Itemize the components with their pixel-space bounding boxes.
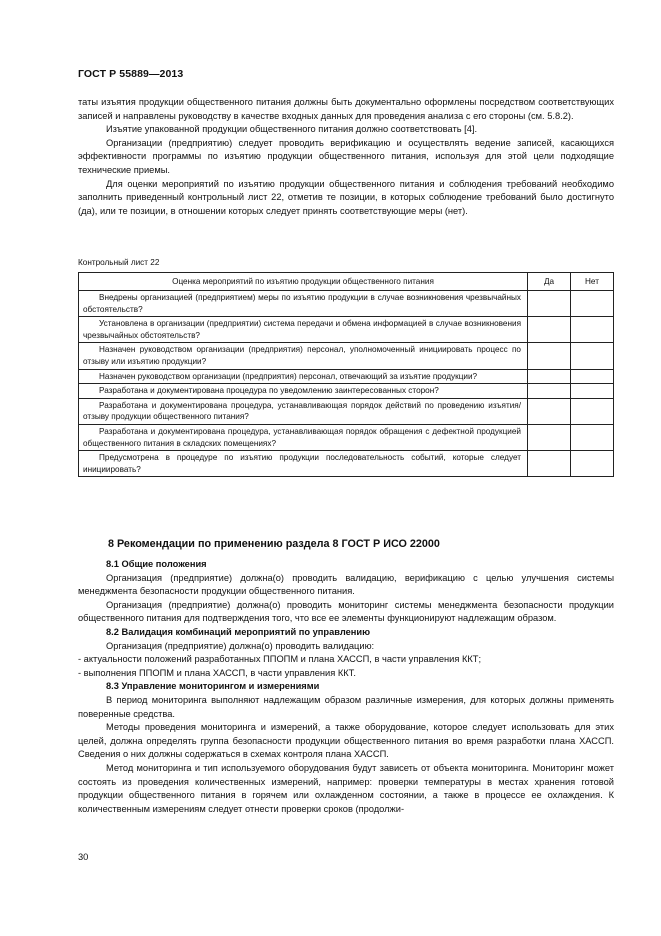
- section-8-1-title: 8.1 Общие положения: [106, 559, 207, 569]
- section-8-3-title: 8.3 Управление мониторингом и измерениями: [106, 681, 320, 692]
- checklist-question-text: Разработана и документирована процедура, устанавливающая порядок обращения с дефектной продукцией общественного питания в складских помещениях?: [83, 426, 521, 448]
- section-8-1-paragraph: Организация (предприятие) должна(о) проводить мониторинг системы менеджмента безопасности продукции общественного питания для подтверждения того, что все ее элементы функционируют надлежащим образом.: [78, 599, 614, 624]
- page-header: ГОСТ Р 55889—2013: [78, 68, 184, 80]
- checklist-question: [79, 424, 528, 450]
- checklist-row: [79, 384, 614, 399]
- checklist-question-text: Назначен руководством организации (предприятия) персонал, уполномоченный инициировать процесс по отзыву или изъятию продукции?: [83, 345, 521, 366]
- checklist-col-yes: Да: [528, 273, 571, 291]
- checklist-no-cell[interactable]: [571, 369, 614, 384]
- checklist-question: [79, 451, 528, 477]
- section-8-2-title: 8.2 Валидация комбинаций мероприятий по управлению: [106, 626, 371, 637]
- checklist-row: [79, 424, 614, 450]
- checklist-header-row: [79, 273, 614, 291]
- checklist-no-cell[interactable]: [571, 317, 614, 343]
- checklist-row: [79, 291, 614, 317]
- checklist-caption: Контрольный лист 22: [78, 258, 160, 267]
- checklist-question: [79, 398, 528, 424]
- checklist-question: [79, 343, 528, 369]
- checklist-row: [79, 317, 614, 343]
- checklist-row: [79, 343, 614, 369]
- intro-paragraph: Для оценки мероприятий по изъятию продукции общественного питания и соблюдения требований необходимо заполнить приведенный контрольный лист 22, отметив те позиции, в которых соблюдение требований было достигнуто (да), или те позиции, в отношении которых следует принять соответствующие меры (нет).: [78, 178, 614, 216]
- checklist-question-text: Предусмотрена в процедуре по изъятию продукции последовательность событий, которые следует инициировать?: [83, 453, 521, 474]
- checklist-col-no: Нет: [571, 273, 614, 291]
- intro-paragraph: таты изъятия продукции общественного питания должны быть документально оформлены посредством соответствующих записей и направлены руководству в качестве входных данных для проведения анализа с его стороны (см. 5.8.2).: [78, 97, 614, 121]
- checklist-question-text: Разработана и документирована процедура по уведомлению заинтересованных сторон?: [99, 386, 439, 396]
- checklist-yes-cell[interactable]: [528, 424, 571, 450]
- checklist-question-text: Назначен руководством организации (предприятия) персонал, отвечающий за изъятие продукции?: [99, 371, 478, 381]
- checklist-yes-cell[interactable]: [528, 451, 571, 477]
- checklist-no-cell[interactable]: [571, 291, 614, 317]
- checklist-yes-cell[interactable]: [528, 343, 571, 369]
- checklist-yes-cell[interactable]: [528, 384, 571, 399]
- section-8-3-paragraph: Методы проведения мониторинга и измерений, а также оборудование, которое следует использовать для этих целей, должна определять группа безопасности продукции общественного питания во время разработки плана ХАССП. Сведения о них должны содержаться в схемах контроля плана ХАССП.: [78, 722, 614, 760]
- checklist-question: [79, 317, 528, 343]
- checklist-no-cell[interactable]: [571, 343, 614, 369]
- intro-paragraph: Организации (предприятию) следует проводить верификацию и осуществлять ведение записей, касающихся эффективности программы по изъятию продукции общественного питания, используя для этой цели подходящие технические приемы.: [78, 137, 614, 175]
- checklist-question-text: Установлена в организации (предприятии) система передачи и обмена информацией в случае возникновения чрезвычайных обстоятельств?: [83, 319, 521, 340]
- intro-paragraph: Изъятие упакованной продукции общественного питания должно соответствовать [4].: [106, 124, 478, 135]
- checklist-no-cell[interactable]: [571, 384, 614, 399]
- page-number: 30: [78, 852, 89, 862]
- section-8-2-bullet: - выполнения ППОПМ и плана ХАССП, в части управления ККТ.: [78, 667, 356, 678]
- section-8-1-paragraph: Организация (предприятие) должна(о) проводить валидацию, верификацию с целью улучшения системы менеджмента безопасности продукции общественного питания.: [78, 572, 614, 597]
- checklist-table: [78, 272, 614, 477]
- checklist-no-cell[interactable]: [571, 398, 614, 424]
- checklist-question: [79, 384, 528, 399]
- checklist-col-main: Оценка мероприятий по изъятию продукции общественного питания: [79, 273, 528, 291]
- checklist-question-text: Внедрены организацией (предприятием) меры по изъятию продукции в случае возникновения чрезвычайных обстоятельств?: [83, 293, 521, 314]
- checklist-no-cell[interactable]: [571, 451, 614, 477]
- checklist-yes-cell[interactable]: [528, 317, 571, 343]
- section-8-3-paragraph: В период мониторинга выполняют надлежащим образом различные измерения, для которых должны применять поверенные средства.: [78, 694, 614, 719]
- checklist-yes-cell[interactable]: [528, 291, 571, 317]
- intro-text: [78, 96, 614, 218]
- checklist-row: [79, 451, 614, 477]
- checklist-question-text: Разработана и документирована процедура, устанавливающая порядок действий по проведению изъятия/отзыву продукции общественного питания?: [83, 400, 521, 422]
- section-8-3-paragraph: Метод мониторинга и тип используемого оборудования будут зависеть от объекта мониторинга. Мониторинг может состоять из проведения количественных измерений, например: проверки температуры в местах хранения готовой продукции общественного питания в горячем или охлажденном состоянии, а также в процессе ее охлаждения. К количественным измерениям следует отнести проверки сроков (продолжи-: [78, 762, 614, 814]
- checklist-question: [79, 369, 528, 384]
- checklist-question: [79, 291, 528, 317]
- checklist-yes-cell[interactable]: [528, 369, 571, 384]
- checklist-no-cell[interactable]: [571, 424, 614, 450]
- section-8-2-bullet: - актуальности положений разработанных ППОПМ и плана ХАССП, в части управления ККТ;: [78, 654, 482, 665]
- checklist-yes-cell[interactable]: [528, 398, 571, 424]
- section-8: [78, 538, 614, 816]
- checklist-row: [79, 369, 614, 384]
- checklist-row: [79, 398, 614, 424]
- section-8-title: 8 Рекомендации по применению раздела 8 ГОСТ Р ИСО 22000: [108, 538, 440, 550]
- section-8-2-paragraph: Организация (предприятие) должна(о) проводить валидацию:: [106, 640, 375, 651]
